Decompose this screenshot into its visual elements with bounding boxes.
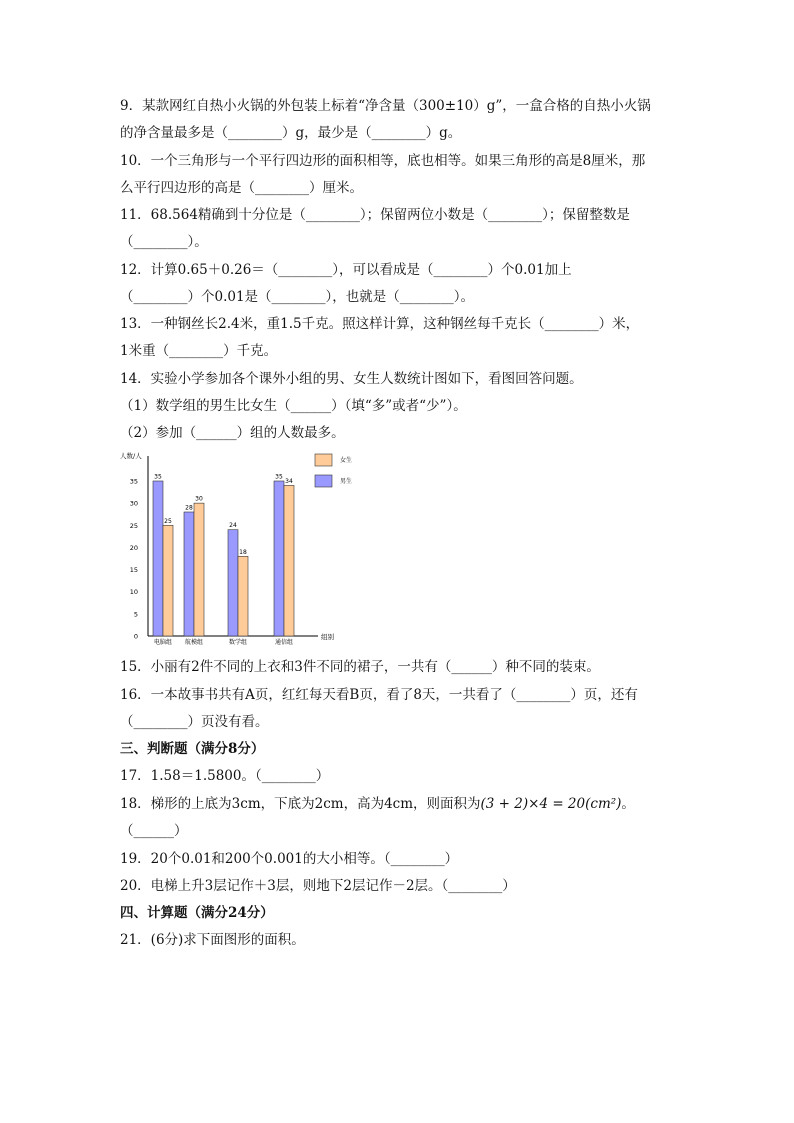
bar-value-label: 34 xyxy=(285,477,293,485)
x-tick-label: 航模组 xyxy=(184,639,204,646)
bar-男生-数学组 xyxy=(228,530,238,636)
bar-男生-电脑组 xyxy=(153,481,163,636)
x-tick-label: 电脑组 xyxy=(153,639,173,646)
q9-line1: 9．某款网红自热小火锅的外包装上标着“净含量（300±10）g”，一盒合格的自热小火锅 xyxy=(120,98,651,114)
q16-line1: 16．一本故事书共有A页，红红每天看B页，看了8天，一共看了（________）页，还有 xyxy=(120,687,638,703)
y-tick-label: 25 xyxy=(129,521,138,530)
bar-value-label: 24 xyxy=(229,522,237,530)
q17-line1: 17．1.58＝1.5800。（________） xyxy=(120,768,330,784)
bar-value-label: 28 xyxy=(185,504,193,512)
q14-sub1: （1）数学组的男生比女生（______）（填“多”或者“少”）。 xyxy=(120,398,467,414)
section-4-heading: 四、计算题（满分24分） xyxy=(120,905,274,921)
q18-line2: （______） xyxy=(120,823,188,839)
bar-男生-通信组 xyxy=(274,481,284,636)
y-tick-label: 35 xyxy=(129,477,138,486)
section-3-heading: 三、判断题（满分8分） xyxy=(120,741,265,757)
q11-line2: （________）。 xyxy=(120,234,208,250)
q10-line1: 10．一个三角形与一个平行四边形的面积相等，底也相等。如果三角形的高是8厘米，那 xyxy=(120,153,646,169)
bar-value-label: 30 xyxy=(195,495,203,503)
q18-formula: (3 + 2)×4 = 20(cm²) xyxy=(480,796,622,812)
bar-value-label: 35 xyxy=(154,473,162,481)
x-tick-label: 数学组 xyxy=(228,639,248,646)
legend-swatch-女生 xyxy=(315,454,332,466)
q16-line2: （________）页没有看。 xyxy=(120,714,269,730)
bar-男生-航模组 xyxy=(184,512,194,636)
q15-line1: 15．小丽有2件不同的上衣和3件不同的裙子，一共有（______）种不同的装束。 xyxy=(120,659,600,675)
legend-label: 女生 xyxy=(340,457,353,464)
bar-女生-电脑组 xyxy=(163,525,173,636)
q19-line1: 19．20个0.01和200个0.001的大小相等。（________） xyxy=(120,851,459,867)
legend-swatch-男生 xyxy=(315,475,332,487)
bar-value-label: 35 xyxy=(275,473,283,481)
q10-line2: 么平行四边形的高是（________）厘米。 xyxy=(120,180,363,196)
q14-line1: 14．实验小学参加各个课外小组的男、女生人数统计图如下，看图回答问题。 xyxy=(120,371,583,387)
bar-女生-通信组 xyxy=(284,485,294,636)
bar-女生-航模组 xyxy=(194,503,204,636)
bar-女生-数学组 xyxy=(238,556,248,636)
bar-value-label: 25 xyxy=(164,517,172,525)
y-tick-label: 30 xyxy=(129,499,138,508)
q13-line1: 13．一种钢丝长2.4米，重1.5千克。照这样计算，这种钢丝每千克长（________）米， xyxy=(120,316,640,332)
y-tick-label: 5 xyxy=(133,610,138,619)
x-tick-label: 通信组 xyxy=(274,639,294,646)
q12-line2: （________）个0.01是（________），也就是（________）。 xyxy=(120,289,475,305)
q18-line1 xyxy=(120,795,635,813)
q18-text: 18．梯形的上底为3cm，下底为2cm，高为4cm，则面积为 xyxy=(120,796,481,812)
legend-label: 男生 xyxy=(340,478,353,485)
y-axis-label: 人数/人 xyxy=(120,452,142,460)
q12-line1: 12．计算0.65＋0.26＝（________），可以看成是（________）个0.01加上 xyxy=(120,262,572,278)
y-tick-label: 10 xyxy=(129,588,138,597)
q20-line1: 20．电梯上升3层记作＋3层，则地下2层记作－2层。（________） xyxy=(120,878,516,894)
q18-end: 。 xyxy=(621,796,635,812)
bar-value-label: 18 xyxy=(239,548,247,556)
y-tick-label: 0 xyxy=(133,632,138,641)
y-tick-label: 15 xyxy=(129,566,138,575)
q13-line2: 1米重（________）千克。 xyxy=(120,343,278,359)
q11-line1: 11．68.564精确到十分位是（________）；保留两位小数是（________）；保留整数是 xyxy=(120,207,630,223)
q21-line1: 21．(6分)求下面图形的面积。 xyxy=(120,932,305,948)
group-bar-chart xyxy=(118,448,353,648)
q14-sub2: （2）参加（______）组的人数最多。 xyxy=(120,425,345,441)
x-axis-label: 组别 xyxy=(321,633,334,641)
y-tick-label: 20 xyxy=(129,543,138,552)
q9-line2: 的净含量最多是（________）g，最少是（________）g。 xyxy=(120,125,462,141)
